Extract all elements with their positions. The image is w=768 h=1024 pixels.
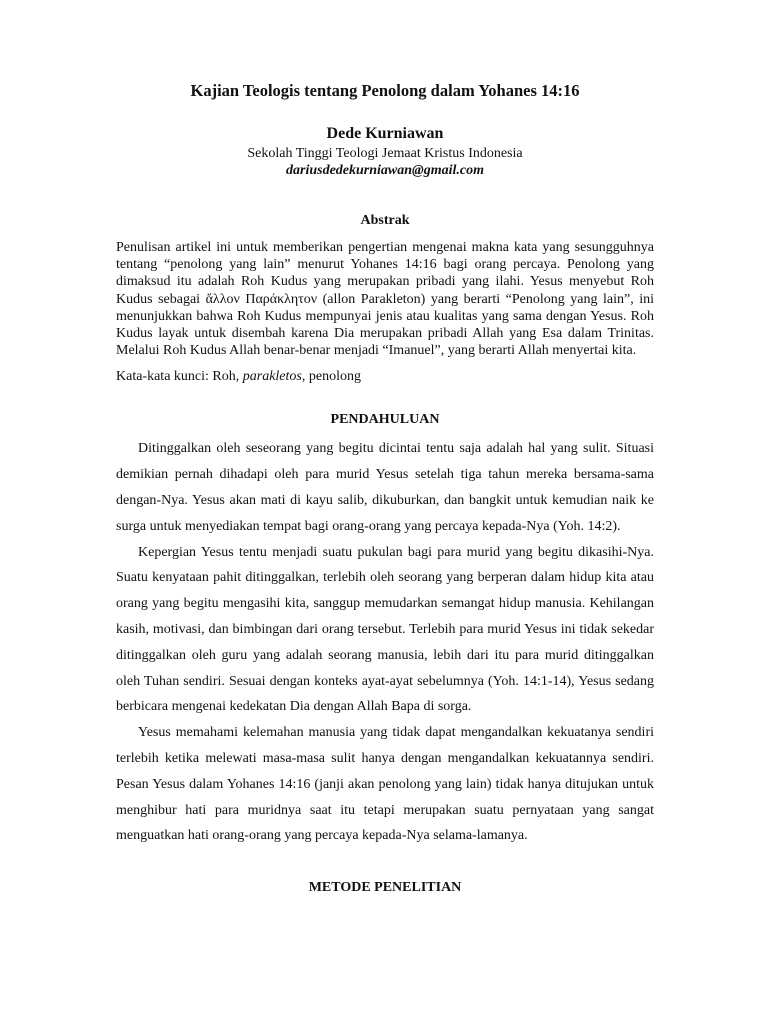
author-email: dariusdedekurniawan@gmail.com — [286, 163, 484, 178]
section-heading-methods: METODE PENELITIAN — [308, 880, 462, 896]
paper-title: Kajian Teologis tentang Penolong dalam Yohanes 14:16 — [190, 81, 580, 100]
author-affiliation: Sekolah Tinggi Teologi Jemaat Kristus Indonesia — [247, 146, 523, 161]
author-name: Dede Kurniawan — [326, 125, 444, 142]
section-heading-introduction: PENDAHULUAN — [330, 412, 440, 428]
abstract-text: Penulisan artikel ini untuk memberikan pengertian mengenai makna kata yang sesungguhnya tentang “penolong yang lain” menurut Yohanes 14:16 bagi orang percaya. Penolong yang dimaksud itu adalah Roh Kudus yang merupakan pribadi yang ilahi. Yesus menyebut Roh Kudus sebagai ἄλλον Παράκλητον (allon Parakleton) yang berarti “Penolong yang lain”, ini menunjukkan bahwa Roh Kudus mempunyai jenis atau kualitas yang sama dengan Yesus. Roh Kudus layak untuk disembah karena Dia merupakan pribadi Allah yang Esa dalam Trinitas. Melalui Roh Kudus Allah benar-benar menjadi “Imanuel”, yang berarti Allah menyertai kita. — [116, 240, 654, 359]
body-paragraph: Kepergian Yesus tentu menjadi suatu pukulan bagi para murid yang begitu dikasihi-Nya. Suatu kenyataan pahit ditinggalkan, terlebih oleh seorang yang berperan dalam hidup kita atau orang yang begitu mengasihi kita, sanggup memudarkan semangat hidup manusia. Kehilangan kasih, motivasi, dan bimbingan dari orang tersebut. Terlebih para murid Yesus ini tidak sekedar ditinggalkan oleh guru yang adalah seorang manusia, lebih dari itu para murid ditinggalkan oleh Tuhan sendiri. Sesuai dengan konteks ayat-ayat sebelumnya (Yoh. 14:1-14), Yesus sedang berbicara mengenai kedekatan Dia dengan Allah Bapa di sorga. — [116, 544, 654, 715]
keywords-italic-term: parakletos, — [242, 369, 306, 385]
keywords-rest: penolong — [308, 369, 361, 385]
keywords — [116, 368, 654, 385]
body-paragraph: Ditinggalkan oleh seseorang yang begitu dicintai tentu saja adalah hal yang sulit. Situasi demikian pernah dihadapi oleh para murid Yesus setelah tiga tahun mereka bersama-sama dengan-Nya. Yesus akan mati di kayu salib, dikuburkan, dan bangkit untuk kemudian naik ke surga untuk menyediakan tempat bagi orang-orang yang percaya kepada-Nya (Yoh. 14:2). — [116, 441, 654, 534]
body-paragraph: Yesus memahami kelemahan manusia yang tidak dapat mengandalkan kekuatanya sendiri terlebih ketika melewati masa-masa sulit hanya dengan mengandalkan kekuatannya sendiri. Pesan Yesus dalam Yohanes 14:16 (janji akan penolong yang lain) tidak hanya ditujukan untuk menghibur hati para muridnya saat itu tetapi merupakan suatu pernyataan yang sangat menguatkan hati orang-orang yang percaya kepada-Nya selama-lamanya. — [116, 725, 654, 844]
keywords-label: Kata-kata kunci: Roh, — [116, 369, 240, 385]
abstract-heading: Abstrak — [360, 213, 410, 228]
